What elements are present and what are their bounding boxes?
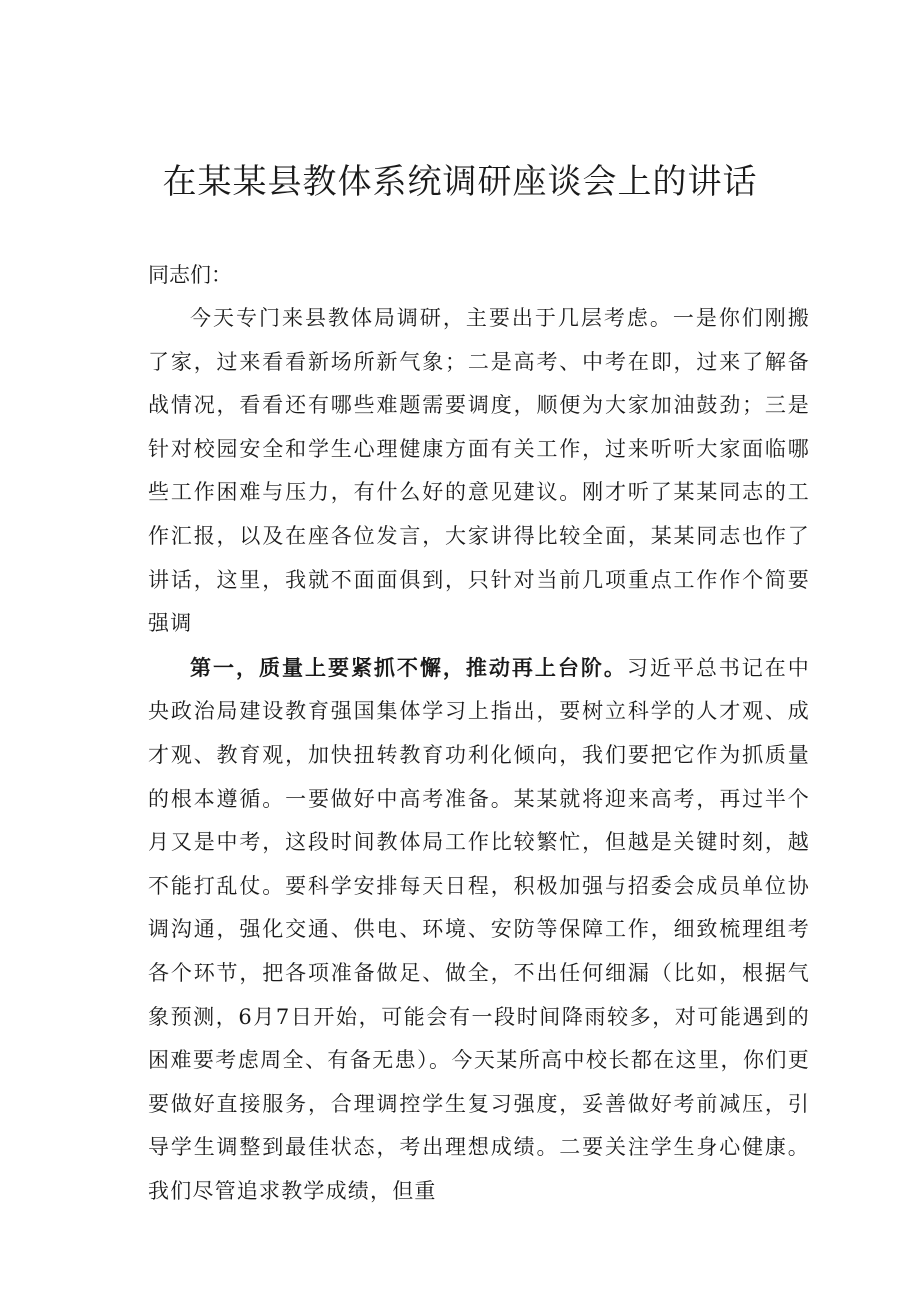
salutation: 同志们： — [148, 263, 232, 287]
paragraph-heading: 第一，质量上要紧抓不懈，推动再上台阶。 — [190, 654, 627, 680]
paragraph-first-point — [148, 646, 810, 1214]
document-title: 在某某县教体系统调研座谈会上的讲话 — [162, 162, 758, 202]
paragraph-intro: 今天专门来县教体局调研，主要出于几层考虑。一是你们刚搬了家，过来看看新场所新气象；二是高考、中考在即，过来了解备战情况，看看还有哪些难题需要调度，顺便为大家加油鼓劲；三是针对校园安全和学生心理健康方面有关工作，过来听听大家面临哪些工作困难与压力，有什么好的意见建议。刚才听了某某同志的工作汇报，以及在座各位发言，大家讲得比较全面，某某同志也作了讲话，这里，我就不面面俱到，只针对当前几项重点工作作个简要强调 — [148, 306, 810, 636]
document-body — [148, 297, 810, 1213]
paragraph-text: 习近平总书记在中央政治局建设教育强国集体学习上指出，要树立科学的人才观、成才观、教育观，加快扭转教育功利化倾向，我们要把它作为抓质量的根本遵循。一要做好中高考准备。某某就将迎来高考，再过半个月又是中考，这段时间教体局工作比较繁忙，但越是关键时刻，越不能打乱仗。要科学安排每天日程，积极加强与招委会成员单位协调沟通，强化交通、供电、环境、安防等保障工作，细致梳理组考各个环节，把各项准备做足、做全，不出任何细漏（比如，根据气象预测，6月7日开始，可能会有一段时间降雨较多，对可能遇到的困难要考虑周全、有备无患）。今天某所高中校长都在这里，你们更要做好直接服务，合理调控学生复习强度，妥善做好考前减压，引导学生调整到最佳状态，考出理想成绩。二要关注学生身心健康。我们尽管追求教学成绩，但重 — [148, 655, 810, 1203]
